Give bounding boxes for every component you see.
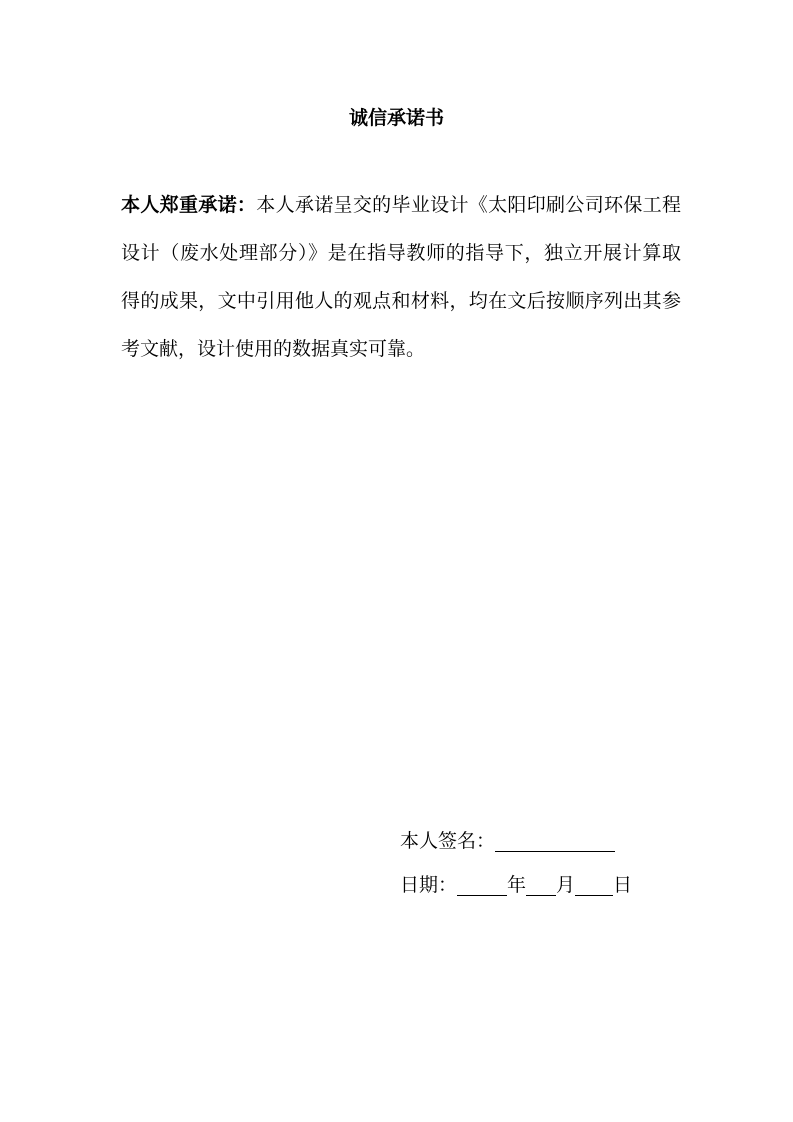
signature-line [400,826,700,856]
month-blank[interactable] [526,873,556,896]
month-unit: 月 [556,874,576,896]
date-line [400,870,700,900]
signature-blank[interactable] [495,829,615,852]
day-blank[interactable] [575,873,613,896]
signature-label: 本人签名： [400,830,496,852]
statement-label: 本人郑重承诺： [121,194,257,216]
year-unit: 年 [507,874,527,896]
day-unit: 日 [613,874,633,896]
statement-paragraph [121,181,681,373]
statement-text: 本人承诺呈交的毕业设计《太阳印刷公司环保工程设计（废水处理部分）》是在指导教师的指导下，独立开展计算取得的成果，文中引用他人的观点和材料，均在文后按顺序列出其参考文献，设计使用的数据真实可靠。 [121,194,681,360]
signature-block [400,826,700,900]
page-title: 诚信承诺书 [348,107,444,129]
year-blank[interactable] [457,873,507,896]
date-label: 日期： [400,874,458,896]
